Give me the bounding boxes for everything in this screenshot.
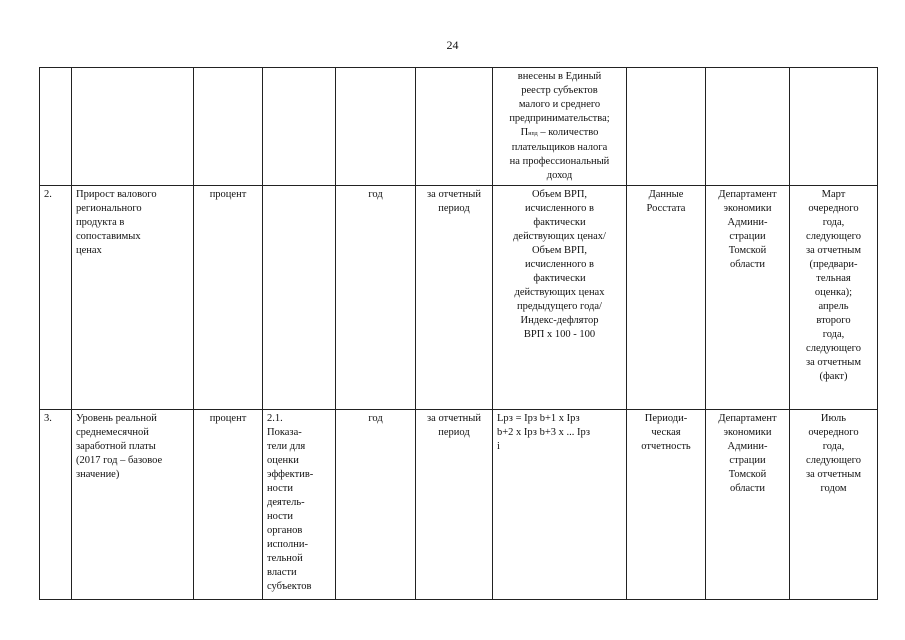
unit-cell: процент <box>194 186 263 410</box>
formula-subscript: нпд <box>528 131 538 137</box>
unit-cell <box>194 68 263 186</box>
source-cell: Данные Росстата <box>627 186 706 410</box>
source-cell: Периоди- ческая отчетность <box>627 410 706 600</box>
table-row <box>40 68 878 186</box>
formula-cell: Объем ВРП, исчисленного в фактически действующих ценах/ Объем ВРП, исчисленного в фактически действующих ценах предыдущего года/ Индекс-дефлятор ВРП х 100 - 100 <box>493 186 627 410</box>
formula-cell: внесены в Единый реестр субъектов малого и среднего предпринимательства; Пнпд – количество плательщиков налога на профессиональный доход <box>493 68 627 186</box>
timing-cell: за отчетный период <box>416 186 493 410</box>
indicators-table <box>39 67 878 600</box>
unit-cell: процент <box>194 410 263 600</box>
row-number-cell <box>40 68 72 186</box>
indicator-name-cell: Прирост валового регионального продукта в сопоставимых ценах <box>72 186 194 410</box>
row-number-cell: 2. <box>40 186 72 410</box>
reference-cell: 2.1. Показа- тели для оценки эффектив- ности деятель- ности органов исполни- тельной власти субъектов <box>263 410 336 600</box>
deadline-cell: Март очередного года, следующего за отчетным (предвари- тельная оценка); апрель второго года, следующего за отчетным (факт) <box>790 186 878 410</box>
reference-cell <box>263 68 336 186</box>
responsible-cell <box>706 68 790 186</box>
table-row <box>40 410 878 600</box>
timing-cell: за отчетный период <box>416 410 493 600</box>
table-row <box>40 186 878 410</box>
row-number-cell: 3. <box>40 410 72 600</box>
periodicity-cell: год <box>336 186 416 410</box>
source-cell <box>627 68 706 186</box>
periodicity-cell: год <box>336 410 416 600</box>
page-number: 24 <box>446 38 459 52</box>
formula-cell: Lрз = Iрз b+1 х Iрз b+2 х Iрз b+3 х ... Iрз i <box>493 410 627 600</box>
timing-cell <box>416 68 493 186</box>
deadline-cell: Июль очередного года, следующего за отчетным годом <box>790 410 878 600</box>
reference-cell <box>263 186 336 410</box>
periodicity-cell <box>336 68 416 186</box>
deadline-cell <box>790 68 878 186</box>
indicator-name-cell <box>72 68 194 186</box>
indicator-name-cell: Уровень реальной среднемесячной заработной платы (2017 год – базовое значение) <box>72 410 194 600</box>
responsible-cell: Департамент экономики Админи- страции Томской области <box>706 410 790 600</box>
responsible-cell: Департамент экономики Админи- страции Томской области <box>706 186 790 410</box>
